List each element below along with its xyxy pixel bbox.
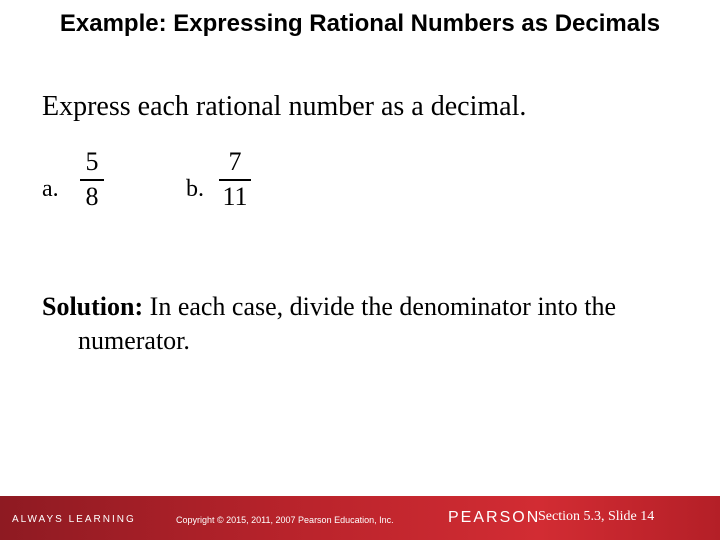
problem-a-numerator: 5 [85, 147, 99, 176]
slide-title: Example: Expressing Rational Numbers as Decimals [59, 10, 661, 37]
problem-a-fraction [80, 148, 104, 211]
problem-b-fraction [219, 148, 251, 211]
problem-b-denominator: 11 [222, 182, 248, 211]
problem-a-denominator: 8 [85, 182, 99, 211]
solution-label: Solution: [42, 292, 144, 321]
problem-b-label: b. [186, 176, 204, 202]
solution-body: In each case, divide the denominator into the numerator. [78, 292, 617, 355]
instruction-text: Express each rational number as a decimal. [42, 91, 527, 122]
pearson-logo: PEARSON [448, 509, 541, 526]
problem-a-label: a. [42, 176, 59, 202]
copyright-text: Copyright © 2015, 2011, 2007 Pearson Education, Inc. [176, 515, 394, 525]
slide-number: Section 5.3, Slide 14 [538, 509, 655, 524]
fraction-bar [80, 179, 104, 181]
footer-band [0, 496, 720, 540]
problem-b-numerator: 7 [228, 147, 242, 176]
fraction-bar [219, 179, 251, 181]
solution-text [42, 290, 682, 358]
footer-tagline: ALWAYS LEARNING [12, 514, 136, 525]
